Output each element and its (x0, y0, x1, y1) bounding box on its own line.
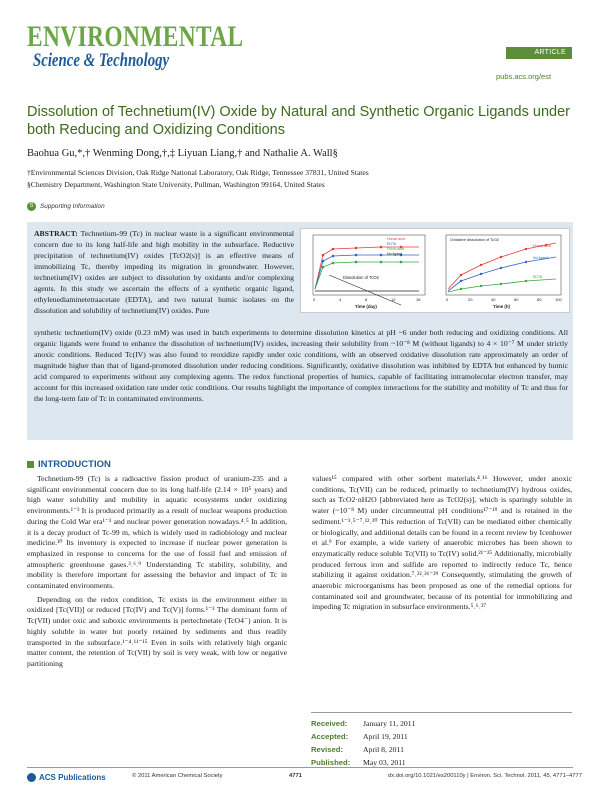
affiliation-1: †Environmental Sciences Division, Oak Ridge National Laboratory, Oak Ridge, Tennessee 37831, United States (27, 168, 369, 177)
right-legend-2: No ligand (533, 256, 549, 260)
right-xtick-2: 20 (468, 297, 473, 302)
section-marker-icon (27, 461, 34, 468)
right-xtick-6: 100 (555, 297, 562, 302)
footer-divider (27, 767, 573, 768)
acs-logo-icon (27, 773, 36, 782)
publisher-logo[interactable] (27, 773, 106, 782)
citation[interactable]: dx.doi.org/10.1021/es200110y | Environ. Sci. Technol. 2011, 45, 4771–4777 (388, 773, 582, 779)
introduction-heading (27, 459, 111, 470)
toc-graphic (300, 228, 570, 313)
abstract-text-part1: Technetium-99 (Tc) in nuclear waste is a significant environmental concern due to its long half-life and high mobility in the subsurface. Reductive precipitation of technetium(IV) oxides [TcO2(s)] is an effective means of immobilizing Tc, thereby impeding its migration in groundwater. However, technetium(IV) oxides are subject to dissolution by oxidants and/or complexing agents. In this study we ascertain the effects of a synthetic organic ligand, ethylenediaminetetraacetate (EDTA), and two natural humic isolates on the dissolution and solubility of technetium(IV) oxides. Pure (34, 229, 294, 315)
right-legend-1: Humic acid (533, 244, 551, 248)
date-accepted: Accepted: April 19, 2011 (311, 732, 408, 741)
left-legend-1: Humic acid (387, 237, 405, 241)
left-legend-2: EDTA (387, 242, 397, 246)
right-xlabel: Time (h) (493, 304, 510, 309)
right-xtick-1: 0 (446, 297, 449, 302)
intro-paragraph-2: Depending on the redox condition, Tc exists in the environment either in oxidized [Tc(VII)] or reduced [Tc(IV) and Tc(V)] forms.¹⁻³ The dominant form of Tc(VII) under oxic and suboxic environments is pertechnetate (TcO4⁻) anion. It is highly soluble in water but poorly retained by sediments and thus readily transported in the subsurface.¹⁻⁴˒¹¹⁻¹⁵ Even in soils with relatively high organic matter content, the retention of Tc(VII) by soil is very weak, with low or negative partitioning (27, 594, 287, 668)
left-column (27, 474, 287, 670)
left-xtick-5: 16 (416, 297, 421, 302)
date-published: Published: May 03, 2011 (311, 758, 406, 767)
right-panel-annotation: Oxidative dissolution of TcO2 (450, 238, 499, 242)
publication-dates (311, 717, 415, 769)
left-xtick-4: 12 (391, 297, 396, 302)
left-legend-4: No ligand (387, 252, 403, 256)
article-type-tag: ARTICLE (506, 47, 572, 59)
affiliation-2: §Chemistry Department, Washington State University, Pullman, Washington 99164, United States (27, 180, 325, 189)
author-list: Baohua Gu,*,† Wenming Dong,†,‡ Liyuan Liang,† and Nathalie A. Wall§ (27, 148, 338, 159)
intro-paragraph-1: Technetium-99 (Tc) is a radioactive fission product of uranium-235 and a significant environmental concern due to its long half-life (2.14 × 10⁵ years) and high water solubility and mobility in aquatic ecosystems under oxidizing environments.¹⁻³ It is produced primarily as a result of nuclear weapons production during the Cold War era¹⁻³ and nuclear power generation nowadays.⁴˒⁵ In addition, it is a decay product of Tc-99 m, which is widely used in radiobiology and nuclear medicine.¹⁰ Its inventory is expected to increase if nuclear power generation is emphasized in response to concerns for the use of fossil fuel and emission of atmospheric greenhouse gases.³˒⁶˒⁹ Understanding Tc stability, solubility, and mobility is therefore important for assessing the behavior and impact of Tc in contaminated environments. (27, 474, 287, 591)
abstract-narrow (34, 228, 294, 316)
journal-url[interactable]: pubs.acs.org/est (496, 72, 552, 81)
date-received: Received: January 11, 2011 (311, 719, 416, 728)
left-xtick-1: 0 (313, 297, 316, 302)
right-column (312, 474, 572, 613)
paper-title: Dissolution of Technetium(IV) Oxide by Natural and Synthetic Organic Ligands under both Reducing and Oxidizing Conditions (27, 104, 570, 138)
left-xtick-3: 8 (365, 297, 368, 302)
right-xtick-3: 40 (491, 297, 496, 302)
abstract-label: ABSTRACT: (34, 229, 78, 238)
page-number: 4771 (289, 773, 302, 779)
left-legend-3: Fulvic acid (387, 247, 404, 251)
abstract-wide: synthetic technetium(IV) oxide (0.23 mM) was used in batch experiments to determine dissolution kinetics at pH ~6 under both reducing and oxidizing conditions. All organic ligands were found to enhance the dissolution of technetium(IV) oxides, increasing their solubility from ~10⁻⁸ M (without ligands) to 4 × 10⁻⁷ M under strictly anoxic conditions. Reduced Tc(IV) was also found to reoxidize rapidly under oxic conditions, with an observed oxidative dissolution rate approximately an order of magnitude higher than that of ligand-promoted dissolution under reducing conditions. Significantly, oxidative dissolution was inhibited by EDTA but enhanced by humic acid compared to experiments without any complexing agents. The redox functional properties of humics, capable of facilitating intramolecular electron transfer, may account for this increased oxidation rate under oxic conditions. Our results highlight the importance of complex interactions for the stability and mobility of Tc and thus for the long-term fate of Tc in contaminated environments. (34, 328, 568, 403)
left-xtick-2: 4 (339, 297, 342, 302)
left-panel-annotation: Dissolution of TcO2 (343, 275, 379, 280)
right-xtick-4: 60 (514, 297, 519, 302)
left-xlabel: Time (day) (355, 304, 377, 309)
dates-divider (311, 712, 572, 713)
journal-logo-top: ENVIRONMENTAL (27, 20, 244, 53)
section-title: INTRODUCTION (38, 459, 111, 470)
intro-paragraph-3: values¹⁵ compared with other sorbent materials.⁴˒¹⁶ However, under anoxic conditions, Tc(VII) can be reduced, primarily to technetium(IV) hydrous oxides, such as TcO2·nH2O [abbreviated here as TcO2(s)], which is sparingly soluble in water (~10⁻⁸ M) under circumneutral pH conditions¹⁷⁻¹⁹ and is retained in the sediment.¹⁻³˒⁵⁻⁷˒¹²˒²⁰ This reduction of Tc(VII) can be mediated either chemically or biologically, and additional details can be found in a recent review by Icenhower et al.⁹ For example, a wide variety of anaerobic microbes has been shown to enzymatically reduce soluble Tc(VII) to Tc(IV) solid.²¹⁻²⁵ Additionally, microbially produced ferrous iron and sulfide are reported to indirectly reduce Tc, hence stabilizing it against oxidation.⁷˒²²˒²⁶⁻²⁹ Consequently, stimulating the growth of anaerobic microorganisms has been proposed as one of the remedial options for contaminated soil and groundwater, because of its potential for immobilizing and impeding Tc migration in subsurface environments.⁵˒⁶˒²⁷ (312, 474, 572, 612)
right-xtick-5: 80 (537, 297, 542, 302)
journal-logo-bottom: Science & Technology (33, 50, 170, 71)
date-revised: Revised: April 8, 2011 (311, 745, 404, 754)
right-legend-3: EDTA (533, 275, 543, 279)
supporting-info-link[interactable] (27, 202, 105, 211)
publisher-name: ACS Publications (39, 773, 106, 782)
supporting-info-label: Supporting Information (40, 203, 105, 210)
toc-graphic-svg (301, 229, 569, 312)
copyright: © 2011 American Chemical Society (132, 773, 223, 779)
supporting-info-icon: S (27, 202, 36, 211)
